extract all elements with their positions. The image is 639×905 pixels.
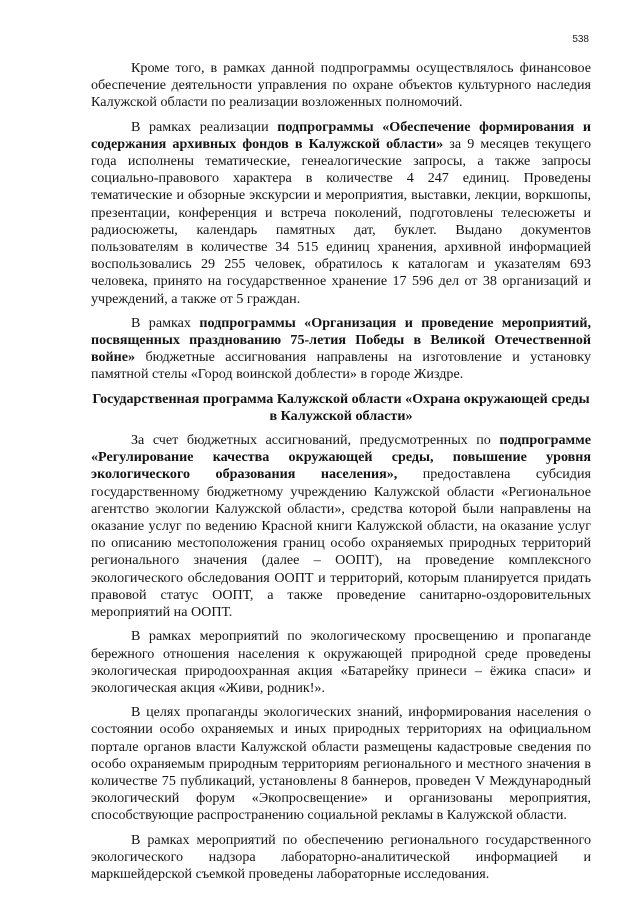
paragraph-text: За счет бюджетных ассигнований, предусмотренных по (131, 432, 500, 449)
subprogram-name-bold: подпрограмме «Регулирование качества окружающей среды, повышение уровня экологического образования населения», (91, 432, 591, 483)
paragraph-text: за 9 месяцев текущего года исполнены тематические, генеалогические запросы, а также запросы социально-правового характера в количестве 4 247 единиц. Проведены тематические и обзорные экскурсии и мероприятия, выставки, лекции, воркшопы, презентации, конференция и встреча поколений, подготовлены телесюжеты и радиосюжеты, календарь памятных дат, буклет. Выдано документов пользователям в количестве 34 515 единиц хранения, архивной информацией воспользовались 29 255 человек, обратилось к каталогам и указателям 693 человека, принято на государственное хранение 17 596 дел от 38 организаций и учреждений, а также от 5 граждан. (91, 135, 591, 307)
subprogram-name-bold: подпрограммы «Обеспечение формирования и содержания архивных фондов в Калужской области» (91, 118, 591, 152)
paragraph-text: В рамках реализации (131, 118, 278, 135)
document-body (91, 60, 591, 890)
paragraph-text: В рамках мероприятий по обеспечению регионального государственного экологического надзора лабораторно-аналитической информацией и маркшейдерской съемкой проведены лабораторные исследования. (91, 831, 591, 882)
subprogram-name-bold: подпрограммы «Организация и проведение мероприятий, посвященных празднованию 75-летия Победы в Великой Отечественной войне» (91, 314, 592, 366)
paragraph-text: бюджетные ассигнования направлены на изготовление и установку памятной стелы «Город воинской доблести» в городе Жиздре. (91, 349, 591, 383)
paragraph-text: В рамках мероприятий по экологическому просвещению и пропаганде бережного отношения населения к окружающей природной среде проведены экологическая природоохранная акция «Батарейку принеси – ёжика спаси» и экологическая акция «Живи, родник!». (91, 628, 591, 696)
paragraph-archives (91, 119, 591, 308)
paragraph-environment-quality (91, 432, 591, 621)
paragraph-eco-propaganda (91, 704, 591, 824)
paragraph-victory-anniversary (91, 315, 591, 384)
paragraph-eco-education (91, 628, 591, 697)
paragraph-eco-supervision (91, 832, 591, 884)
paragraph-text: В рамках (131, 314, 200, 331)
section-heading: Государственная программа Калужской области «Охрана окружающей среды в Калужской области» (92, 390, 590, 424)
paragraph-text: В целях пропаганды экологических знаний, информирования населения о состоянии особо охраняемых и иных природных территориях на официальном портале органов власти Калужской области размещены кадастровые сведения по особо охраняемым природным территориям регионального и местного значения в количестве 75 публикаций, установлены 8 баннеров, проведен V Международный экологический форум «Экопросвещение» и организованы мероприятия, способствующие распространению социальной рекламы в Калужской области. (91, 704, 591, 824)
paragraph-text: Кроме того, в рамках данной подпрограммы осуществлялось финансовое обеспечение деятельности управления по охране объектов культурного наследия Калужской области по реализации возложенных полномочий. (91, 60, 591, 111)
page-number: 538 (572, 34, 589, 45)
paragraph-text: предоставлена субсидия государственному бюджетному учреждению Калужской области «Региональное агентство экологии Калужской области», средства которой были направлены на оказание услуг по ведению Красной книги Калужской области, на оказание услуг по описанию местоположения границ особо охраняемых природных территорий регионального значения (далее – ООПТ), на проведение комплексного экологического обследования ООПТ и территорий, которым планируется придать правовой статус ООПТ, а также проведение санитарно-оздоровительных мероприятий на ООПТ. (91, 466, 591, 621)
paragraph-financing (91, 60, 591, 112)
